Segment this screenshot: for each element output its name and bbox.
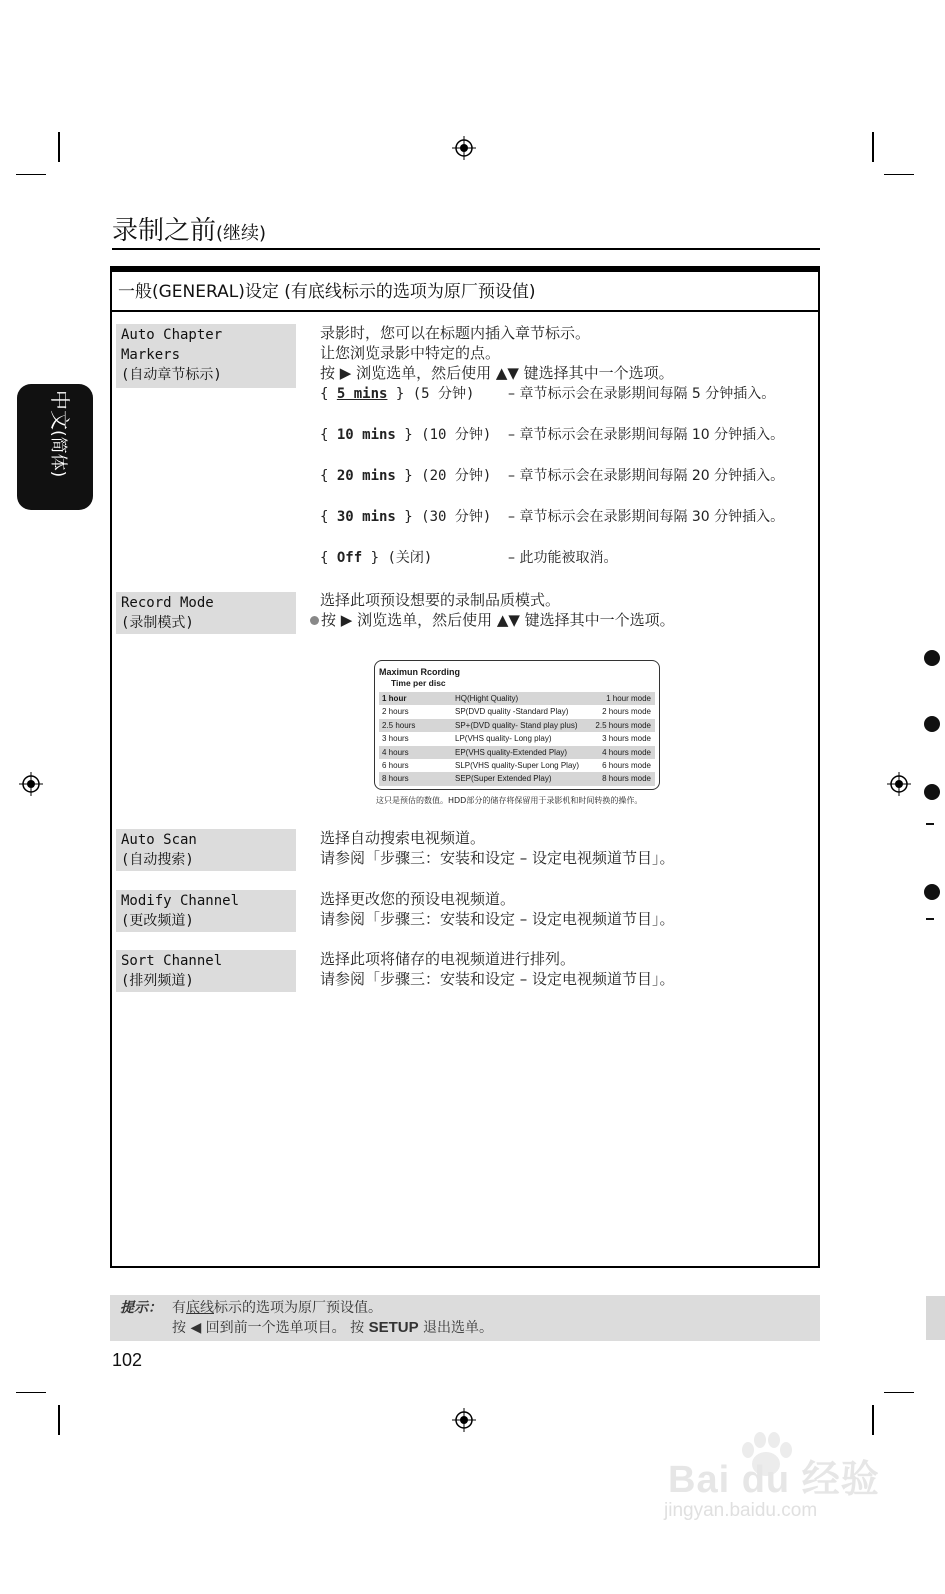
page-title-suffix: (继续) bbox=[216, 223, 267, 244]
edge-mark bbox=[924, 650, 940, 666]
setting-label-line: Auto Scan bbox=[121, 832, 197, 848]
desc-line: 选择更改您的预设电视频道。 bbox=[320, 890, 516, 908]
setting-label-line: (自动章节标示) bbox=[121, 367, 222, 383]
setting-desc-modify-channel bbox=[320, 889, 675, 929]
desc-line: 选择此项将储存的电视频道进行排列。 bbox=[320, 950, 576, 968]
table-row: 4 hours EP(VHS quality-Extended Play) 4 hours mode bbox=[379, 746, 655, 759]
hint-box bbox=[110, 1295, 820, 1341]
table-rows bbox=[379, 692, 655, 786]
setting-desc-auto-chapter bbox=[320, 323, 674, 383]
setting-label-line: (录制模式) bbox=[121, 615, 194, 631]
language-tab-label bbox=[47, 390, 76, 477]
section-heading: 一般(GENERAL)设定 (有底线标示的选项为原厂预设值) bbox=[112, 272, 818, 312]
title-divider bbox=[112, 248, 820, 250]
setting-label-line: (更改频道) bbox=[121, 913, 194, 929]
page-title bbox=[112, 210, 266, 247]
watermark-brand: Bai du 经验 bbox=[668, 1459, 880, 1501]
option-default-value: 5 mins bbox=[336, 386, 388, 402]
crop-mark bbox=[58, 132, 60, 162]
table-row: 2 hours SP(DVD quality -Standard Play) 2 hours mode bbox=[382, 707, 651, 717]
registration-mark-icon bbox=[19, 772, 43, 796]
table-row: 8 hours SEP(Super Extended Play) 8 hours mode bbox=[379, 772, 655, 785]
hint-line-1: 有底线标示的选项为原厂预设值。 bbox=[172, 1300, 382, 1316]
setting-label-line: Markers bbox=[121, 347, 181, 363]
desc-line: 按 ▶ 浏览选单，然后使用 ▲▼ 键选择其中一个选项。 bbox=[310, 610, 675, 630]
language-tab-main: 中文 bbox=[48, 390, 72, 430]
table-footnote: 这只是预估的数值。HDD部分的储存将保留用于录影机和时间转换的操作。 bbox=[376, 796, 643, 805]
option-text: – 此功能被取消。 bbox=[508, 550, 618, 566]
desc-line: 请参阅「步骤三：安装和设定 – 设定电视频道节目」。 bbox=[320, 849, 675, 867]
setting-label-line: (自动搜索) bbox=[121, 852, 194, 868]
setting-label-line: (排列频道) bbox=[121, 973, 194, 989]
setting-desc-record-mode bbox=[320, 590, 675, 630]
option-code: { 10 mins } (10 分钟) bbox=[320, 427, 492, 443]
setting-label-auto-chapter bbox=[116, 324, 296, 388]
page-title-main: 录制之前 bbox=[112, 216, 217, 246]
bullet-icon bbox=[310, 616, 319, 625]
setting-label-line: Auto Chapter bbox=[121, 327, 223, 343]
watermark-url: jingyan.baidu.com bbox=[664, 1500, 818, 1521]
hint-label: 提示： bbox=[120, 1300, 162, 1316]
edge-mark bbox=[924, 784, 940, 800]
crop-mark bbox=[872, 1405, 874, 1435]
option-text: – 章节标示会在录影期间每隔 30 分钟插入。 bbox=[508, 509, 785, 525]
setting-label-modify-channel bbox=[116, 890, 296, 932]
table-row: 6 hours SLP(VHS quality-Super Long Play) 6 hours mode bbox=[382, 760, 651, 770]
edge-mark bbox=[924, 884, 940, 900]
setting-label-line: Sort Channel bbox=[121, 953, 223, 969]
option-code: { 30 mins } (30 分钟) bbox=[320, 509, 492, 525]
crop-mark bbox=[884, 174, 914, 175]
crop-mark bbox=[58, 1405, 60, 1435]
recording-time-table bbox=[374, 660, 660, 790]
option-text: – 章节标示会在录影期间每隔 5 分钟插入。 bbox=[508, 386, 776, 402]
desc-line: 让您浏览录影中特定的点。 bbox=[320, 344, 501, 362]
desc-line: 请参阅「步骤三：安装和设定 – 设定电视频道节目」。 bbox=[320, 910, 675, 928]
desc-line: 选择此项预设想要的录制品质模式。 bbox=[320, 591, 561, 609]
setting-label-record-mode bbox=[116, 592, 296, 634]
option-code: { Off } (关闭) bbox=[320, 550, 433, 566]
edge-mark bbox=[924, 716, 940, 732]
setting-desc-auto-scan bbox=[320, 828, 675, 868]
table-subtitle: Time per disc bbox=[391, 678, 446, 688]
option-text: – 章节标示会在录影期间每隔 10 分钟插入。 bbox=[508, 427, 785, 443]
crop-mark bbox=[884, 1392, 914, 1393]
table-title: Maximun Rcording bbox=[379, 667, 461, 677]
table-row: 3 hours LP(VHS quality- Long play) 3 hours mode bbox=[382, 734, 651, 744]
registration-mark-icon bbox=[452, 1408, 476, 1432]
page-number: 102 bbox=[112, 1350, 143, 1370]
table-row: 2.5 hours SP+(DVD quality- Stand play plus) 2.5 hours mode bbox=[379, 719, 655, 732]
setting-label-auto-scan bbox=[116, 829, 296, 871]
crop-mark bbox=[16, 174, 46, 175]
registration-mark-icon bbox=[887, 772, 911, 796]
option-code: { 5 mins } (5 分钟) bbox=[320, 386, 475, 402]
hint-line-2: 按 ◀ 回到前一个选单项目。 按 SETUP 退出选单。 bbox=[172, 1319, 494, 1336]
crop-mark bbox=[872, 132, 874, 162]
option-code: { 20 mins } (20 分钟) bbox=[320, 468, 492, 484]
edge-mark bbox=[926, 823, 934, 825]
desc-line: 选择自动搜索电视频道。 bbox=[320, 829, 486, 847]
language-tab-suffix: (简体) bbox=[48, 430, 68, 478]
setting-desc-sort-channel bbox=[320, 949, 675, 989]
table-row: 1 hour HQ(Hight Quality) 1 hour mode bbox=[379, 692, 655, 705]
edge-mark bbox=[926, 918, 934, 920]
desc-line: 请参阅「步骤三：安装和设定 – 设定电视频道节目」。 bbox=[320, 970, 675, 988]
desc-line: 按 ▶ 浏览选单，然后使用 ▲▼ 键选择其中一个选项。 bbox=[320, 364, 674, 382]
setting-label-line: Record Mode bbox=[121, 595, 214, 611]
setting-label-line: Modify Channel bbox=[121, 893, 240, 909]
crop-mark bbox=[16, 1392, 46, 1393]
edge-mark bbox=[926, 1296, 945, 1340]
setup-key-label: SETUP bbox=[368, 1319, 419, 1336]
desc-line: 录影时，您可以在标题内插入章节标示。 bbox=[320, 324, 591, 342]
setting-label-sort-channel bbox=[116, 950, 296, 992]
registration-mark-icon bbox=[452, 136, 476, 160]
option-text: – 章节标示会在录影期间每隔 20 分钟插入。 bbox=[508, 468, 785, 484]
